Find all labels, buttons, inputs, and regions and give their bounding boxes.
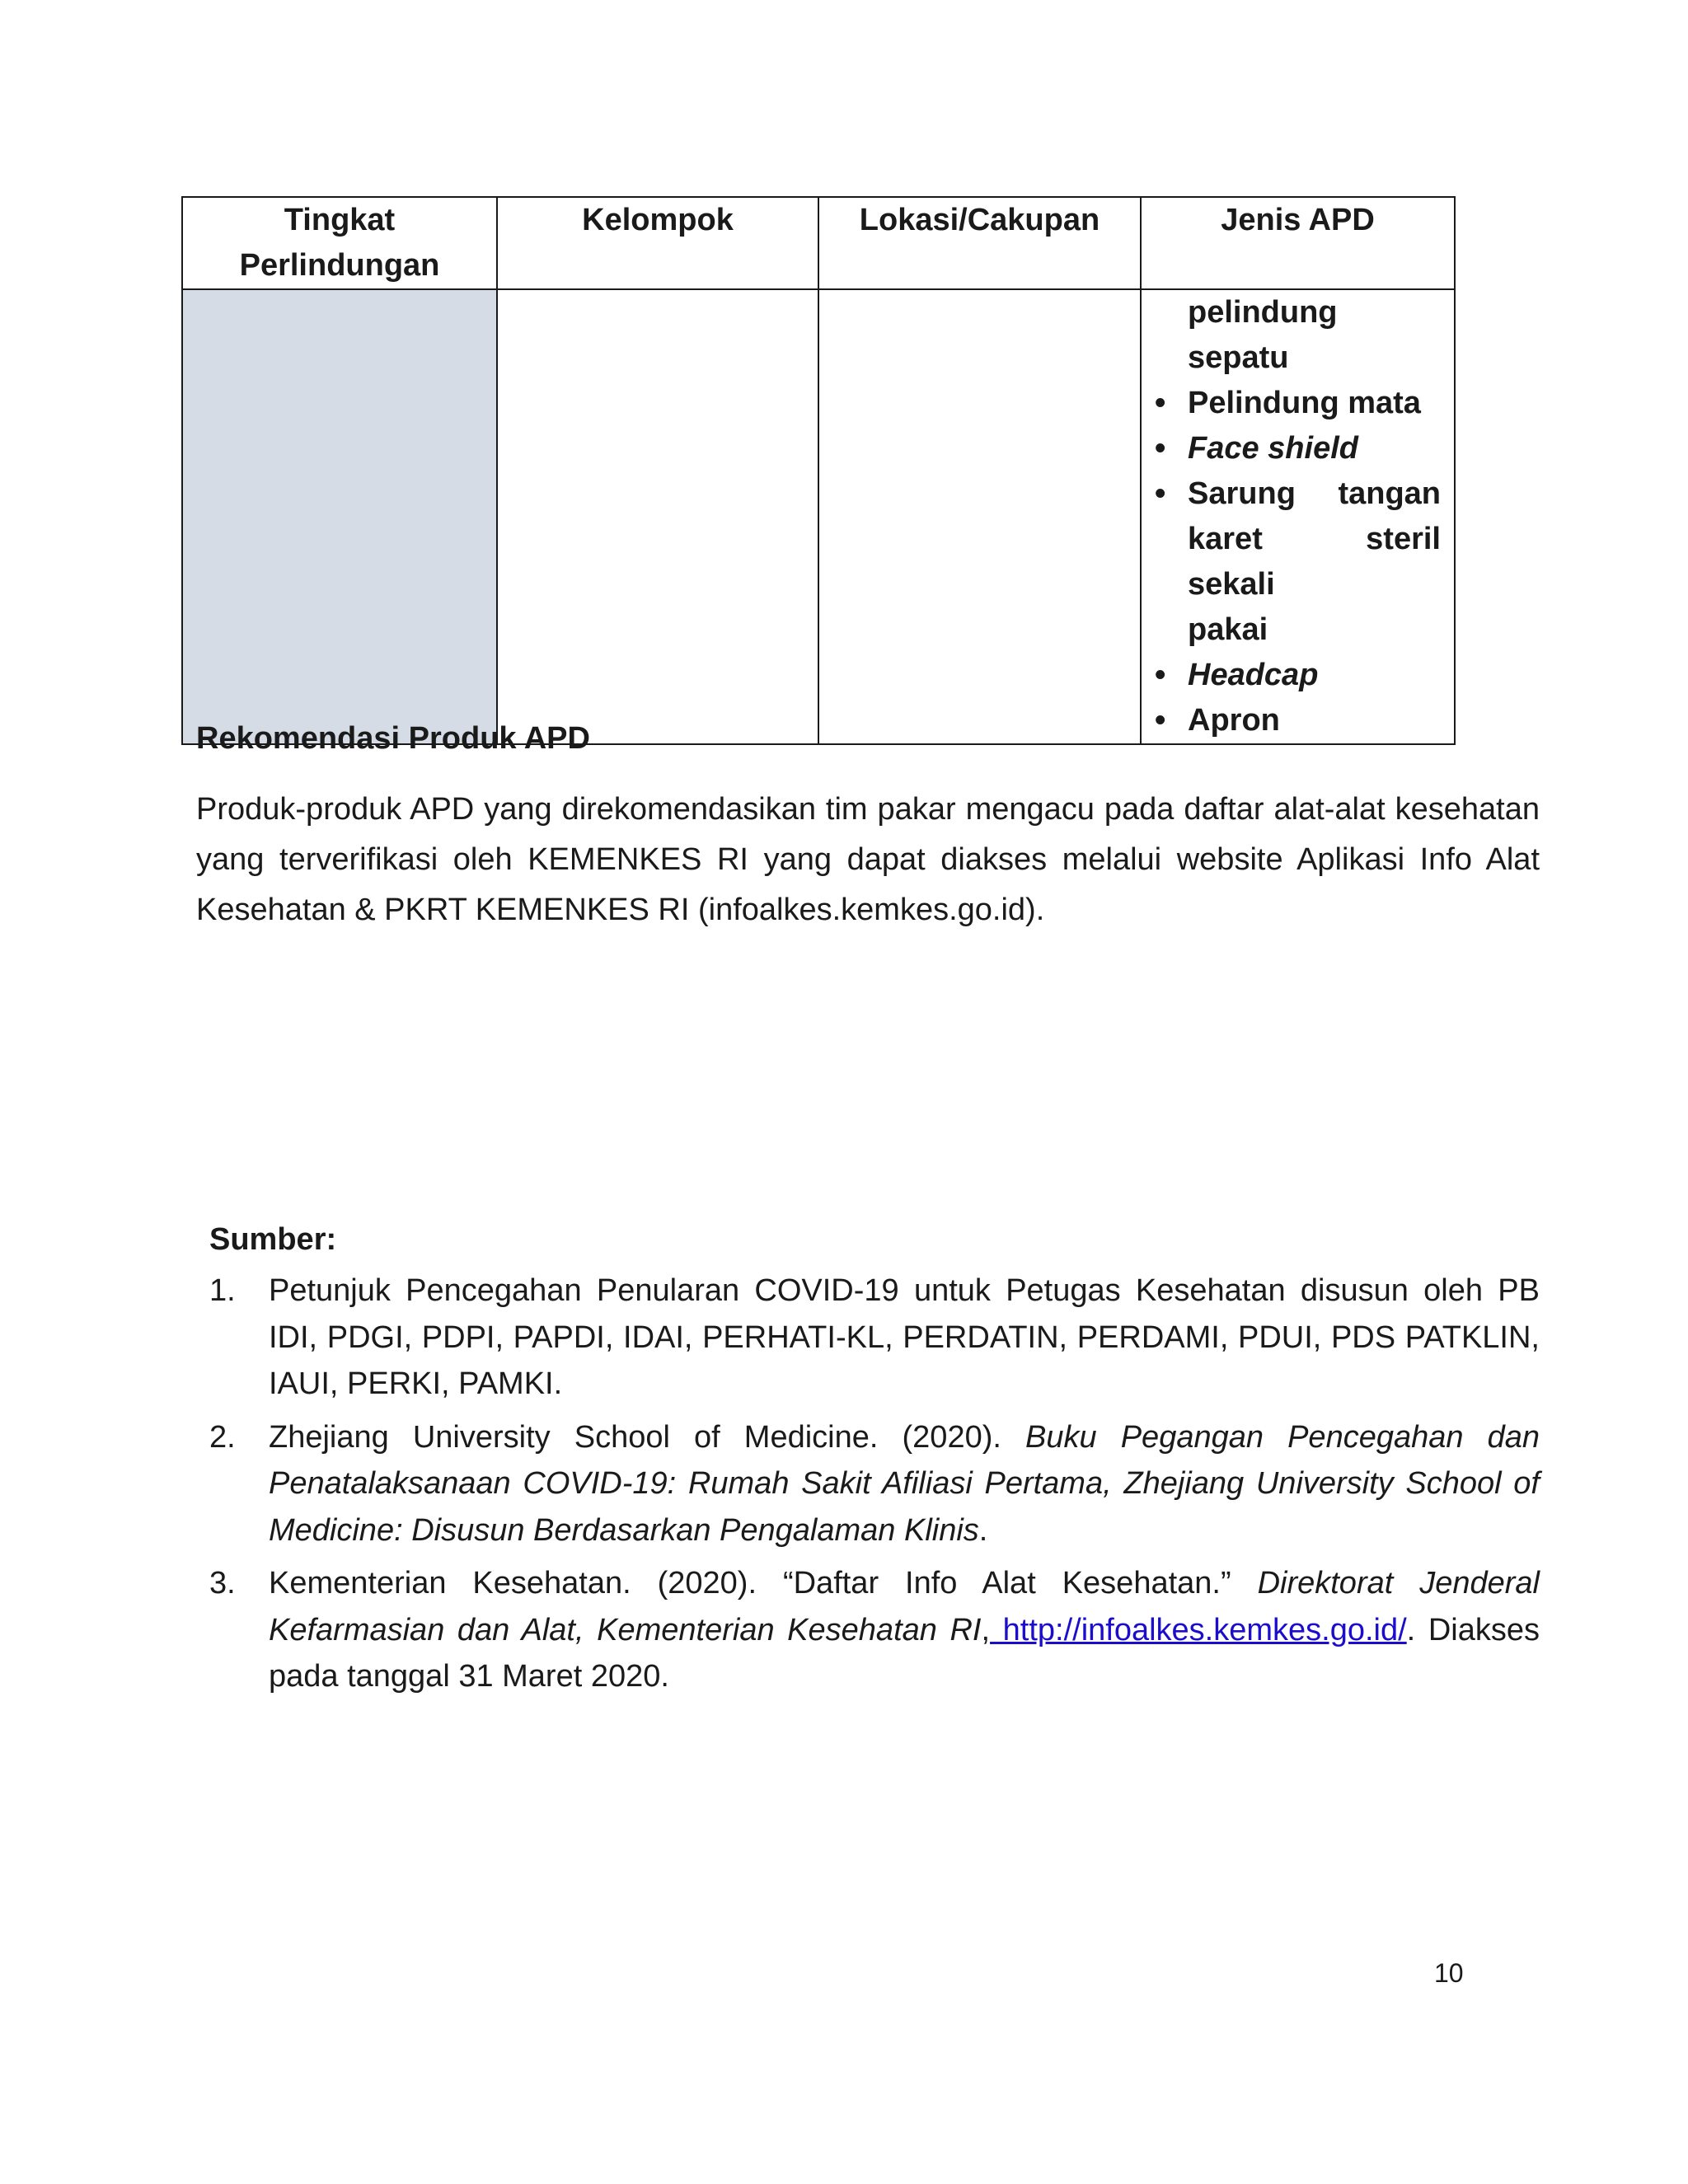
apd-item-word: Sarung — [1188, 476, 1296, 511]
header-tingkat-line1: Tingkat — [284, 203, 396, 237]
apd-item-line: karet steril sekali — [1188, 522, 1441, 602]
source-number: 1. — [209, 1273, 236, 1308]
source-title: Buku Pegangan Pencegahan dan Penatalaksanaan COVID-19: Rumah Sakit Afiliasi Pertama, Zhejiang University School of Medicine: Disusun Berdasarkan Pengalaman Klinis — [269, 1419, 1540, 1548]
ppe-table — [181, 196, 1456, 745]
bullet-icon: • — [1155, 476, 1166, 511]
source-text: Petunjuk Pencegahan Penularan COVID-19 untuk Petugas Kesehatan disusun oleh PB IDI, PDGI, PDPI, PAPDI, IDAI, PERHATI-KL, PERDATIN, PERDAMI, PDUI, PDS PATKLIN, IAUI, PERKI, PAMKI. — [269, 1273, 1540, 1401]
bullet-icon: • — [1155, 658, 1166, 692]
cell-lokasi-cakupan — [818, 289, 1141, 744]
apd-item-line: pakai — [1188, 612, 1268, 647]
cell-tingkat-perlindungan — [182, 289, 497, 744]
cell-jenis-apd — [1141, 289, 1455, 744]
source-text: Zhejiang University School of Medicine. (2020). — [269, 1419, 1026, 1455]
apd-item-text: Apron — [1188, 703, 1280, 738]
sources-list — [209, 1268, 1540, 1707]
list-item — [1153, 698, 1441, 743]
header-lokasi-cakupan: Lokasi/Cakupan — [818, 197, 1141, 289]
source-number: 2. — [209, 1419, 236, 1455]
list-item — [1153, 471, 1441, 653]
header-kelompok: Kelompok — [497, 197, 818, 289]
apd-item-word: tangan — [1338, 476, 1441, 511]
header-tingkat-line2: Perlindungan — [239, 248, 440, 283]
bullet-icon: • — [1155, 386, 1166, 420]
header-tingkat-perlindungan — [182, 197, 497, 289]
bullet-icon: • — [1155, 703, 1166, 738]
source-punctuation: . — [978, 1512, 988, 1548]
apd-item-text: Headcap — [1188, 658, 1319, 692]
source-link[interactable]: http://infoalkes.kemkes.go.id/ — [990, 1612, 1407, 1647]
apd-item-text: Face shield — [1188, 431, 1358, 466]
source-punctuation: , — [981, 1612, 991, 1647]
source-publisher: Direktorat Jenderal Kefarmasian dan Alat, Kementerian Kesehatan RI — [269, 1566, 1540, 1647]
list-item — [1153, 290, 1441, 381]
apd-item-text: Pelindung mata — [1188, 386, 1421, 420]
page-number: 10 — [1434, 1958, 1464, 1988]
sources-heading: Sumber: — [209, 1222, 337, 1257]
source-number: 3. — [209, 1566, 236, 1601]
list-item — [1153, 381, 1441, 426]
list-item — [209, 1560, 1540, 1700]
list-item — [209, 1268, 1540, 1408]
table-header-row — [182, 197, 1455, 289]
table-row — [182, 289, 1455, 744]
recommendation-body: Produk-produk APD yang direkomendasikan tim pakar mengacu pada daftar alat-alat kesehatan yang terverifikasi oleh KEMENKES RI yang dapat diakses melalui website Aplikasi Info Alat Kesehatan & PKRT KEMENKES RI (infoalkes.kemkes.go.id). — [196, 792, 1540, 927]
recommendation-heading: Rekomendasi Produk APD — [196, 721, 590, 756]
bullet-icon: • — [1155, 431, 1166, 466]
list-item — [1153, 426, 1441, 471]
apd-item-text: pelindung sepatu — [1188, 295, 1338, 375]
jenis-apd-list — [1142, 290, 1454, 743]
source-text: Kementerian Kesehatan. (2020). “Daftar Info Alat Kesehatan.” — [269, 1566, 1258, 1601]
list-item — [1153, 653, 1441, 698]
list-item — [209, 1414, 1540, 1554]
cell-kelompok — [497, 289, 818, 744]
apd-item-line — [1188, 471, 1441, 517]
source-access-date: . Diakses pada tanggal 31 Maret 2020. — [269, 1612, 1540, 1694]
header-jenis-apd: Jenis APD — [1141, 197, 1455, 289]
